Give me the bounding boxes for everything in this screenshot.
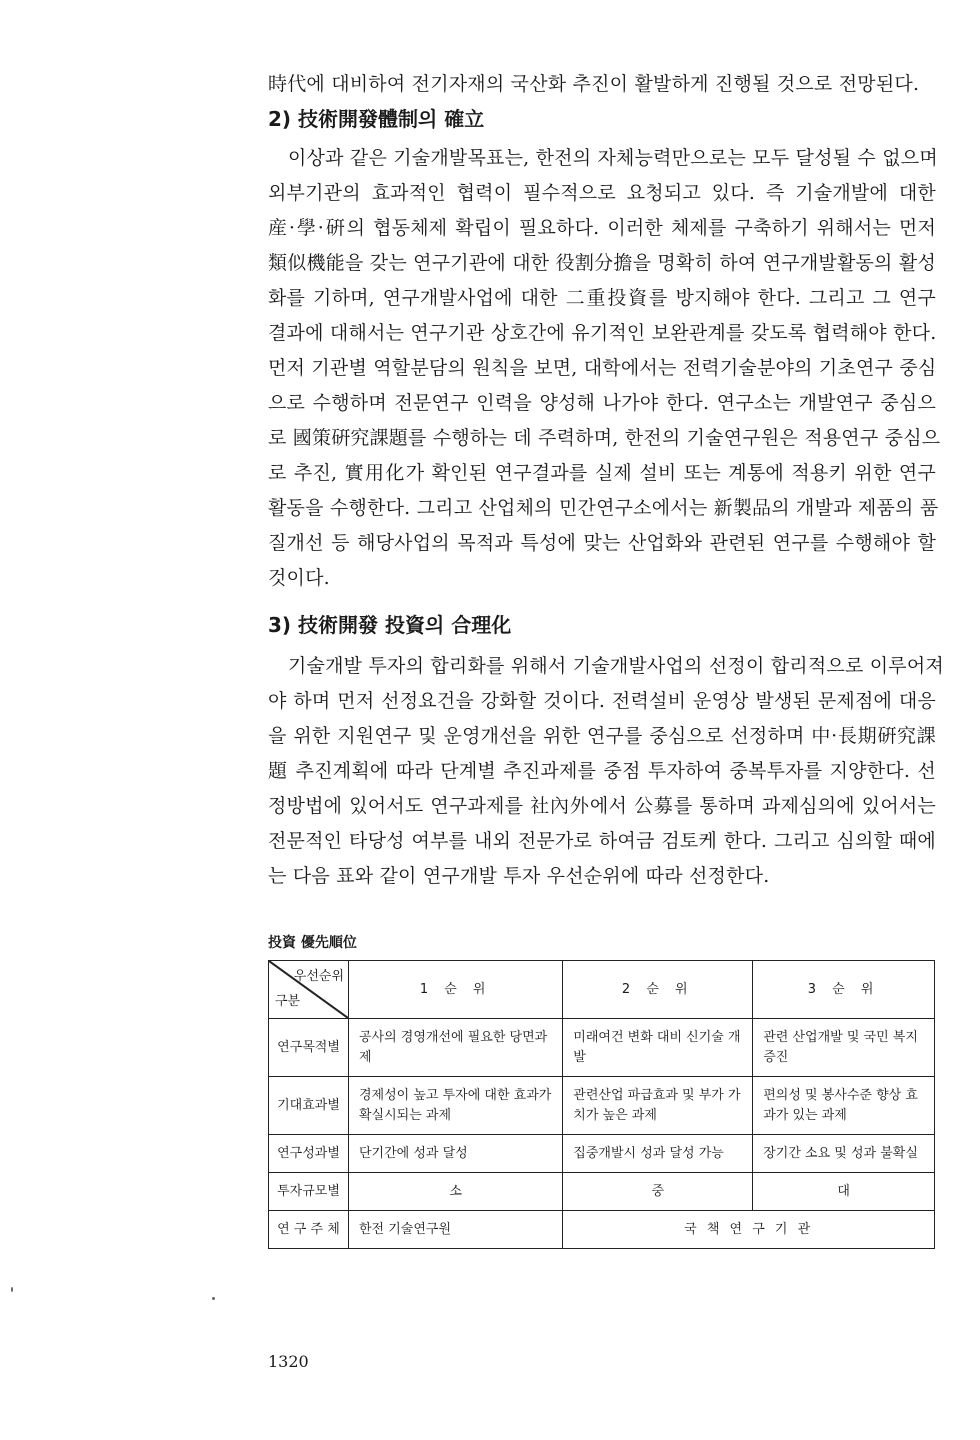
table-row — [269, 1173, 935, 1211]
body-line: 것이다. — [268, 567, 330, 589]
table-caption: 投資 優先順位 — [268, 935, 357, 951]
table-header-row — [269, 961, 935, 1019]
corner-bottom-label: 구분 — [275, 994, 301, 1009]
body-line: 전문적인 타당성 여부를 내외 전문가로 하여금 검토케 한다. 그리고 심의할 때에 — [268, 830, 936, 852]
table-cell: 중 — [563, 1173, 753, 1211]
table-row — [269, 1211, 935, 1249]
table-row — [269, 1019, 935, 1077]
merged-table-cell: 국 책 연 구 기 관 — [563, 1211, 935, 1249]
body-line: 이상과 같은 기술개발목표는, 한전의 자체능력만으로는 모두 달성될 수 없으며 — [288, 147, 938, 169]
body-line: 産·學·硏의 협동체제 확립이 필요하다. 이러한 체제를 구축하기 위해서는 먼저 — [268, 217, 936, 239]
section-heading-3: 3) 技術開發 投資의 合理化 — [268, 613, 512, 637]
table-row — [269, 1077, 935, 1135]
row-label: 연구성과별 — [269, 1135, 349, 1173]
body-line: 으로 수행하며 전문연구 인력을 양성해 나가야 한다. 연구소는 개발연구 중심으 — [268, 392, 936, 414]
table-cell: 관련산업 파급효과 및 부가 가치가 높은 과제 — [563, 1077, 753, 1135]
table-cell: 공사의 경영개선에 필요한 당면과제 — [349, 1019, 563, 1077]
priority-table — [268, 960, 935, 1249]
table-row — [269, 1135, 935, 1173]
body-line: 활동을 수행한다. 그리고 산업체의 민간연구소에서는 新製品의 개발과 제품의 품 — [268, 497, 939, 519]
table-cell: 미래여건 변화 대비 신기술 개발 — [563, 1019, 753, 1077]
row-label: 기대효과별 — [269, 1077, 349, 1135]
body-line: 화를 기하며, 연구개발사업에 대한 二重投資를 방지해야 한다. 그리고 그 연구 — [268, 287, 936, 309]
table-cell: 소 — [349, 1173, 563, 1211]
body-line: 을 위한 지원연구 및 운영개선을 위한 연구를 중심으로 선정하며 中·長期硏究課 — [268, 725, 936, 747]
table-cell: 집중개발시 성과 달성 가능 — [563, 1135, 753, 1173]
table-cell: 대 — [753, 1173, 935, 1211]
body-line: 야 하며 먼저 선정요건을 강화할 것이다. 전력설비 운영상 발생된 문제점에 대응 — [268, 690, 936, 712]
diagonal-corner-cell — [269, 961, 349, 1019]
row-label: 연구목적별 — [269, 1019, 349, 1077]
column-header: 1 순 위 — [349, 961, 563, 1019]
table-cell: 편의성 및 봉사수준 향상 효과가 있는 과제 — [753, 1077, 935, 1135]
page-number: 1320 — [268, 1352, 309, 1371]
scan-speck — [11, 1287, 13, 1292]
table-cell: 장기간 소요 및 성과 불확실 — [753, 1135, 935, 1173]
table-cell: 한전 기술연구원 — [349, 1211, 563, 1249]
table-cell: 단기간에 성과 달성 — [349, 1135, 563, 1173]
table-cell: 관련 산업개발 및 국민 복지 증진 — [753, 1019, 935, 1077]
row-label: 투자규모별 — [269, 1173, 349, 1211]
body-line: 題 추진계획에 따라 단계별 추진과제를 중점 투자하여 중복투자를 지양한다. 선 — [268, 760, 936, 782]
scan-speck — [212, 1297, 215, 1300]
body-line: 로 國策硏究課題를 수행하는 데 주력하며, 한전의 기술연구원은 적용연구 중심으 — [268, 427, 941, 449]
row-label: 연 구 주 체 — [269, 1211, 349, 1249]
body-line: 먼저 기관별 역할분담의 원칙을 보면, 대학에서는 전력기술분야의 기초연구 중심 — [268, 357, 937, 379]
corner-top-label: 우선순위 — [293, 969, 344, 984]
body-line: 類似機能을 갖는 연구기관에 대한 役割分擔을 명확히 하여 연구개발활동의 활성 — [268, 252, 936, 274]
body-line: 질개선 등 해당사업의 목적과 특성에 맞는 산업화와 관련된 연구를 수행해야 할 — [268, 532, 936, 554]
column-header: 2 순 위 — [563, 961, 753, 1019]
column-header: 3 순 위 — [753, 961, 935, 1019]
body-line: 정방법에 있어서도 연구과제를 社內外에서 公募를 통하며 과제심의에 있어서는 — [268, 795, 936, 817]
body-line: 외부기관의 효과적인 협력이 필수적으로 요청되고 있다. 즉 기술개발에 대한 — [268, 182, 936, 204]
table-cell: 경제성이 높고 투자에 대한 효과가 확실시되는 과제 — [349, 1077, 563, 1135]
body-line: 時代에 대비하여 전기자재의 국산화 추진이 활발하게 진행될 것으로 전망된다. — [268, 73, 920, 95]
body-line: 로 추진, 實用化가 확인된 연구결과를 실제 설비 또는 계통에 적용키 위한 연구 — [268, 462, 936, 484]
body-line: 는 다음 표와 같이 연구개발 투자 우선순위에 따라 선정한다. — [268, 865, 770, 887]
body-line: 결과에 대해서는 연구기관 상호간에 유기적인 보완관계를 갖도록 협력해야 한다. — [268, 322, 937, 344]
body-line: 기술개발 투자의 합리화를 위해서 기술개발사업의 선정이 합리적으로 이루어져 — [288, 655, 944, 677]
section-heading-2: 2) 技術開發體制의 確立 — [268, 107, 485, 131]
